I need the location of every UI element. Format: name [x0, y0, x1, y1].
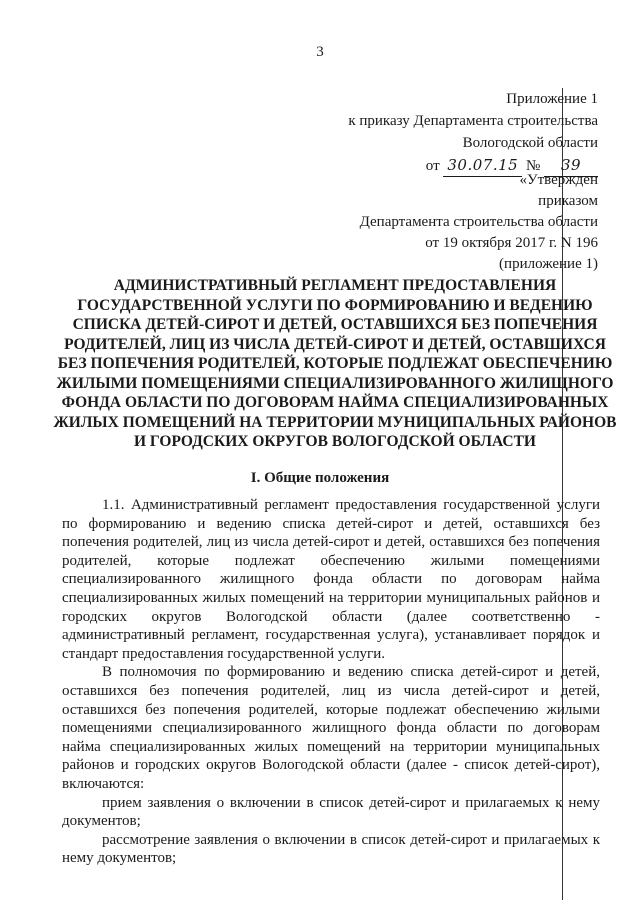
date-prefix: от — [425, 158, 440, 174]
paragraph: рассмотрение заявления о включении в список детей-сирот и прилагаемых к нему документов; — [62, 831, 600, 867]
paragraph: прием заявления о включении в список детей-сирот и прилагаемых к нему документов; — [62, 794, 600, 830]
appendix-line-1: Приложение 1 — [506, 91, 598, 107]
appendix-line-2: к приказу Департамента строительства — [348, 113, 598, 129]
approval-line-3: Департамента строительства области — [359, 214, 598, 230]
appendix-line-3: Вологодской области — [462, 135, 598, 151]
number-prefix: № — [525, 158, 541, 174]
approval-line-1: «Утвержден — [519, 172, 598, 188]
handwritten-date: 30.07.15 — [443, 154, 522, 177]
approval-line-5: (приложение 1) — [499, 256, 598, 272]
document-title: АДМИНИСТРАТИВНЫЙ РЕГЛАМЕНТ ПРЕДОСТАВЛЕНИЯ ГОСУДАРСТВЕННОЙ УСЛУГИ ПО ФОРМИРОВАНИЮ И ВЕДЕНИЮ СПИСКА ДЕТЕЙ-СИРОТ И ДЕТЕЙ, ОСТАВШИХСЯ БЕЗ ПОПЕЧЕНИЯ РОДИТЕЛЕЙ, ЛИЦ ИЗ ЧИСЛА ДЕТЕЙ-СИРОТ И ДЕТЕЙ, ОСТАВШИХСЯ БЕЗ ПОПЕЧЕНИЯ РОДИТЕЛЕЙ, КОТОРЫЕ ПОДЛЕЖАТ ОБЕСПЕЧЕНИЮ ЖИЛЫМИ ПОМЕЩЕНИЯМИ СПЕЦИАЛИЗИРОВАННОГО ЖИЛИЩНОГО ФОНДА ОБЛАСТИ ПО ДОГОВОРАМ НАЙМА СПЕЦИАЛИЗИРОВАННЫХ ЖИЛЫХ ПОМЕЩЕНИЙ НА ТЕРРИТОРИИ МУНИЦИПАЛЬНЫХ РАЙОНОВ И ГОРОДСКИХ ОКРУГОВ ВОЛОГОДСКОЙ ОБЛАСТИ — [53, 277, 617, 450]
approval-line-2: приказом — [538, 193, 598, 209]
page-number: 3 — [316, 44, 324, 60]
document-body — [62, 496, 600, 868]
appendix-block — [348, 88, 598, 177]
approval-block — [360, 170, 598, 275]
handwritten-number: 39 — [544, 154, 598, 177]
paragraph: В полномочия по формированию и ведению списка детей-сирот и детей, оставшихся без попечения родителей, лиц из числа детей-сирот и детей, оставшихся без попечения родителей, которые подлежат обеспечению жилыми помещениями специализированного жилищного фонда области по договорам найма специализированных жилых помещений на территории муниципальных районов и городских округов Вологодской области (далее - список детей-сирот), включаются: — [62, 664, 600, 792]
approval-line-4: от 19 октября 2017 г. N 196 — [425, 235, 598, 251]
paragraph: 1.1. Административный регламент предоставления государственной услуги по формированию и ведению списка детей-сирот и детей, оставшихся без попечения родителей, лиц из числа детей-сирот и детей, оставшихся без попечения родителей, которые подлежат обеспечению жилыми помещениями специализированного жилищного фонда области по договорам найма специализированных жилых помещений на территории муниципальных районов и городских округов Вологодской области (далее соответственно - административный регламент, государственная услуга), устанавливает порядок и стандарт предоставления государственной услуги. — [62, 497, 600, 662]
section-heading: I. Общие положения — [250, 470, 390, 486]
